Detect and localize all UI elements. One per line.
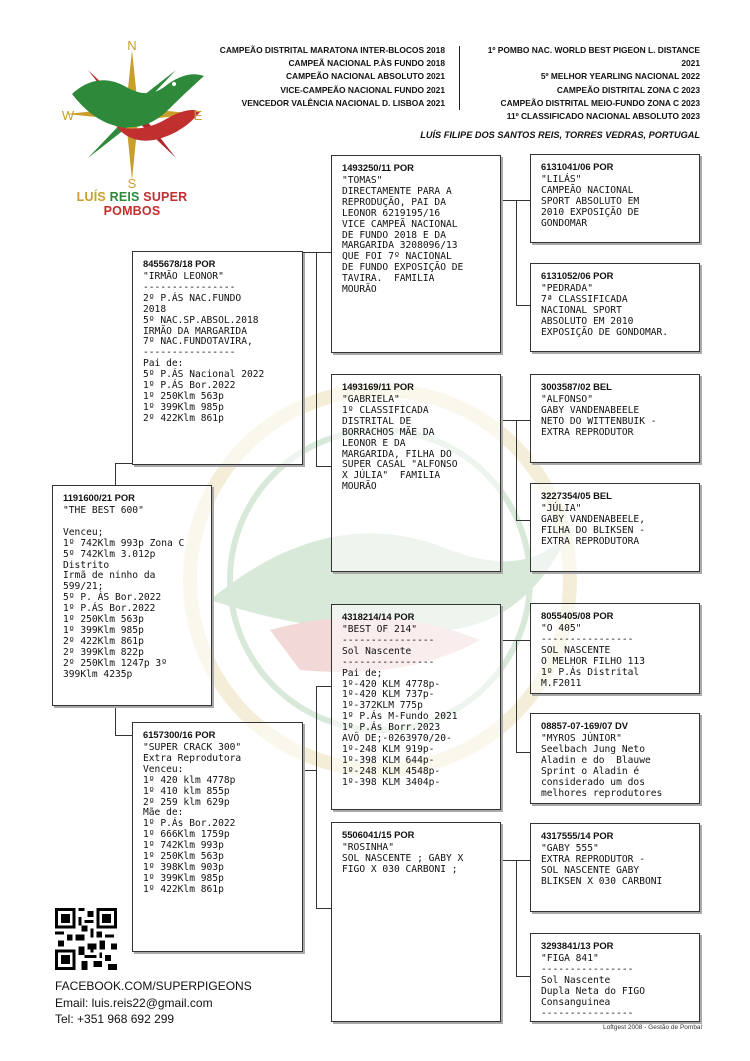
ring-number: 4318214/14 POR [342, 611, 415, 622]
pigeon-card-sire-sire [331, 155, 501, 353]
connector-line [115, 463, 132, 464]
connector-line [516, 976, 530, 977]
compass-w-label: W [61, 108, 75, 123]
pigeon-card-dss [530, 603, 700, 694]
title-line: CAMPEÃO NACIONAL ABSOLUTO 2021 [286, 71, 445, 82]
title-line: CAMPEÃ NACIONAL P.ÀS FUNDO 2018 [288, 58, 445, 69]
pigeon-details: "SUPER CRACK 300" Extra Reprodutora Venceu: 1º 420 klm 4778p 1º 410 klm 855p 2º 259 klm 629p Mãe de: 1º P.Ás Bor.2022 1º 666Klm 1759p 1º 742Klm 993p 1º 250Klm 563p 1º 398Klm 903p 1º 399Klm 985p 1º 422Klm 861p [143, 742, 242, 895]
brand-word-3: SUPER POMBOS [103, 190, 188, 218]
connector-line [316, 466, 331, 467]
pigeon-card-dsd [530, 713, 700, 804]
pigeon-card-dam-dam [331, 822, 501, 1022]
pigeon-details: "JÚLIA" GABY VANDENABEELE, FILHA DO BLIKSEN - EXTRA REPRODUTORA [541, 503, 645, 547]
title-line: CAMPEÃO DISTRITAL ZONA C 2023 [556, 84, 700, 95]
connector-line [516, 752, 530, 753]
qr-code-icon [55, 908, 117, 970]
pigeon-details: "FIGA 841" ---------------- Sol Nascente Dupla Neta do FIGO Consanguinea ---------------- [541, 953, 645, 1019]
title-line: VENCEDOR VALÊNCIA NACIONAL D. LISBOA 2021 [241, 97, 445, 108]
ring-number: 8455678/18 POR [143, 258, 216, 269]
pigeon-card-ddd [530, 933, 700, 1022]
brand-word-1: LUÍS [76, 190, 106, 204]
connector-line [316, 908, 331, 909]
compass-bird-logo [58, 40, 206, 190]
ring-number: 1191600/21 POR [63, 492, 135, 503]
pigeon-card-sdd [530, 483, 700, 572]
connector-line [316, 252, 317, 467]
pigeon-card-sss [530, 154, 700, 243]
pigeon-card-ssd [530, 263, 700, 352]
owner-name: LUÍS FILIPE DOS SANTOS REIS, TORRES VEDRAS, PORTUGAL [420, 130, 700, 140]
titles-left [200, 44, 445, 110]
connector-line [516, 860, 530, 861]
ring-number: 3227354/05 BEL [541, 490, 612, 501]
pigeon-card-dam-sire [331, 604, 501, 810]
ring-number: 1493169/11 POR [342, 381, 414, 392]
pigeon-details: "GABY 555" EXTRA REPRODUTOR - SOL NASCENTE GABY BLIKSEN X 030 CARBONI [541, 843, 663, 887]
title-line: CAMPEÃO DISTRITAL MARATONA INTER-BLOCOS 2018 [219, 45, 445, 55]
connector-line [500, 200, 516, 201]
connector-line [316, 686, 331, 687]
compass-n-label: N [127, 40, 137, 53]
connector-line [500, 860, 516, 861]
connector-line [516, 640, 530, 641]
pigeon-details: "GABRIELA" 1º CLASSIFICADA DISTRITAL DE BORRACHOS MÃE DA LEONOR E DA MARGARIDA, FILHA DO SUPER CASAL "ALFONSO X JÚLIA" FAMILIA MOURÃO [342, 394, 458, 493]
connector-line [302, 252, 316, 253]
ring-number: 4317555/14 POR [541, 830, 614, 841]
logo [48, 40, 216, 220]
pigeon-card-main [52, 485, 212, 706]
connector-line [516, 860, 517, 976]
ring-number: 08857-07-169/07 DV [541, 720, 629, 731]
compass-s-label: S [127, 176, 137, 190]
ring-number: 3293841/13 POR [541, 940, 614, 951]
pigeon-details: "BEST OF 214" ---------------- Sol Nascente ---------------- Pai de; 1º-420 KLM 4778p- 1º-420 KLM 737p- 1º-372KLM 775p 1º P.Ás M-Fundo 2021 1º P.Ás Borr.2023 AVÔ DE;-0263970/20- 1º-248 KLM 919p- 1º-398 KLM 644p- 1º-248 KLM 4548p- 1º-398 KLM 3404p- [342, 624, 458, 788]
pigeon-details: "THE BEST 600" Venceu; 1º 742Klm 993p Zona C 5º 742Klm 3.012p Distrito Irmã de ninho da 599/21; 5º P. ÁS Bor.2022 1º P.ÁS Bor.2022 1º 250Klm 563p 1º 399Klm 985p 2º 422Klm 861p 2º 399Klm 822p 2º 250Klm 1247p 3º 399Klm 4235p [63, 505, 185, 680]
ring-number: 8055405/08 POR [541, 610, 614, 621]
pigeon-details: "ROSINHA" SOL NASCENTE ; GABY X FIGO X 030 CARBONI ; [342, 842, 464, 875]
title-line: 1º POMBO NAC. WORLD BEST PIGEON L. DISTANCE 2021 [487, 45, 700, 69]
ring-number: 6131041/06 POR [541, 161, 614, 172]
ring-number: 6157300/16 POR [143, 729, 216, 740]
connector-line [516, 640, 517, 752]
ring-number: 5506041/15 POR [342, 829, 415, 840]
pigeon-card-dam [132, 722, 303, 952]
compass-e-label: E [193, 108, 203, 123]
pigeon-details: "O 405" ---------------- SOL NASCENTE O MELHOR FILHO 113 1º P.Ás Distrital M.F2011 [541, 623, 645, 689]
brand-word-2: REIS [109, 190, 140, 204]
connector-line [115, 706, 116, 735]
pigeon-details: "MYROS JÚNIOR" Seelbach Jung Neto Aladin e do Blauwe Sprint o Aladin é considerado um dos melhores reprodutores [541, 733, 663, 799]
connector-line [500, 640, 516, 641]
connector-line [516, 420, 530, 421]
connector-line [302, 770, 316, 771]
connector-line [115, 463, 116, 485]
connector-line [516, 200, 517, 305]
title-line: 5º MELHOR YEARLING NACIONAL 2022 [540, 71, 700, 82]
pigeon-details: "TOMAS" DIRECTAMENTE PARA A REPRODUÇÃO, PAI DA LEONOR 6219195/16 VICE CAMPEÃ NACIONAL DE FUNDO 2018 E DA MARGARIDA 3208096/13 QUE FOI 7º NACIONAL DE FUNDO EXPOSIÇÃO DE TAVIRA. FAMILIA MOURÃO [342, 175, 464, 296]
brand-name [48, 190, 216, 218]
pigeon-details: "LILÁS" CAMPEÃO NACIONAL SPORT ABSOLUTO EM 2010 EXPOSIÇÃO DE GONDOMAR [541, 174, 640, 229]
pigeon-details: "PEDRADA" 7ª CLASSIFICADA NACIONAL SPORT ABSOLUTO EM 2010 EXPOSIÇÃO DE GONDOMAR. [541, 283, 669, 338]
title-line: VICE-CAMPEÃO NACIONAL FUNDO 2021 [280, 84, 445, 95]
ring-number: 3003587/02 BEL [541, 381, 612, 392]
ring-number: 6131052/06 POR [541, 270, 614, 281]
title-line: CAMPEÃO DISTRITAL MEIO-FUNDO ZONA C 2023 [500, 97, 700, 108]
titles-right [470, 44, 700, 123]
connector-line [316, 252, 331, 253]
software-credit: Loftgest 2008 - Gestão de Pombal [602, 1024, 702, 1031]
pigeon-card-sds [530, 374, 700, 463]
connector-line [316, 686, 317, 908]
email-link[interactable]: Email: luis.reis22@gmail.com [55, 995, 213, 1010]
pigeon-details: "ALFONSO" GABY VANDENABEELE NETO DO WITTENBUIK - EXTRA REPRODUTOR [541, 394, 657, 438]
connector-line [516, 420, 517, 520]
connector-line [516, 200, 530, 201]
connector-line [115, 735, 132, 736]
contact-footer [55, 978, 252, 1028]
pigeon-details: "IRMÃO LEONOR" ---------------- 2º P.ÁS NAC.FUNDO 2018 5º NAC.SP.ABSOL.2018 IRMÃO DA MARGARIDA 7º NAC.FUNDOTAVIRA, ---------------- Pai de: 5º P.ÁS Nacional 2022 1º P.ÁS Bor.2022 1º 250Klm 563p 1º 399Klm 985p 2º 422Klm 861p [143, 271, 265, 424]
pigeon-card-sire [132, 251, 303, 465]
titles-divider [459, 46, 460, 110]
facebook-link[interactable]: FACEBOOK.COM/SUPERPIGEONS [55, 979, 252, 993]
connector-line [516, 305, 530, 306]
ring-number: 1493250/11 POR [342, 162, 414, 173]
connector-line [500, 420, 516, 421]
title-line: 11º CLASSIFICADO NACIONAL ABSOLUTO 2023 [506, 111, 700, 122]
connector-line [516, 520, 530, 521]
phone-link[interactable]: Tel: +351 968 692 299 [55, 1012, 175, 1026]
pigeon-card-sire-dam [331, 374, 501, 572]
pigeon-card-dds [530, 823, 700, 912]
